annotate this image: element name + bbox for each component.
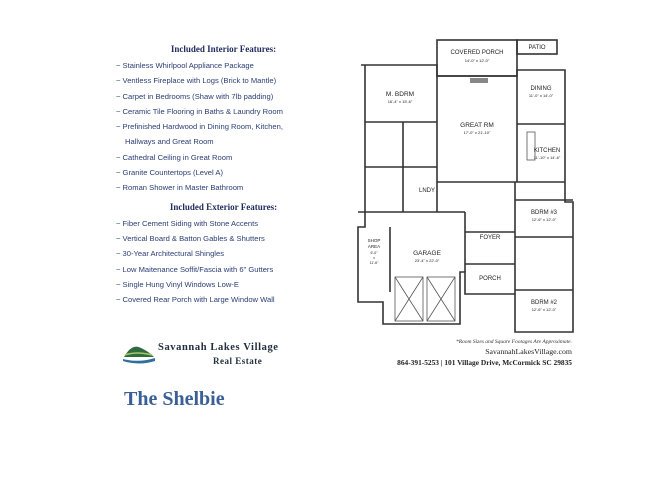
shop-dimension-width: 6'-0" xyxy=(370,251,378,255)
interior-features-list xyxy=(116,58,331,196)
interior-feature-item: Hallways and Great Room xyxy=(125,137,214,147)
mbdrm-label: M. BDRM xyxy=(385,91,415,98)
shop-dimension-depth: 11'-6" xyxy=(369,261,379,265)
garage-label: GARAGE xyxy=(413,250,441,257)
interior-feature-item: ~ Carpet in Bedrooms (Shaw with 7lb padding) xyxy=(116,91,274,101)
shop-dimension-x: x xyxy=(373,256,375,260)
porch-label: PORCH xyxy=(479,276,501,282)
covered-porch-dimensions: 14'-0" x 12'-0" xyxy=(464,58,490,63)
great-room-dimensions: 17'-0" x 21'-10" xyxy=(463,130,491,135)
plan-footer xyxy=(362,339,572,367)
shop-label: SHOP xyxy=(367,238,381,243)
lake-hill-icon xyxy=(122,340,156,368)
bdrm2-label: BDRM #2 xyxy=(530,300,558,306)
great-room-label: GREAT RM xyxy=(460,122,494,129)
house-name-title: The Shelbie xyxy=(124,388,225,410)
logo-subtitle: Real Estate xyxy=(213,356,263,366)
garage-dimensions: 23'-4" x 22'-0" xyxy=(414,258,440,263)
interior-feature-item: ~ Ventless Fireplace with Logs (Brick to Mantle) xyxy=(116,76,277,86)
foyer-label: FOYER xyxy=(479,235,501,241)
logo-name: Savannah Lakes Village xyxy=(158,342,279,353)
exterior-features-heading: Included Exterior Features: xyxy=(169,201,278,212)
floor-plan xyxy=(355,32,585,337)
garage-doors xyxy=(395,277,455,321)
bdrm3-label: BDRM #3 xyxy=(530,210,558,216)
shop-area-label: AREA xyxy=(367,244,381,249)
bdrm2-dimensions: 12'-6" x 12'-0" xyxy=(531,307,557,312)
interior-feature-item: ~ Roman Shower in Master Bathroom xyxy=(116,183,244,193)
kitchen-dimensions: 11'-10" x 14'-6" xyxy=(533,155,561,160)
contact-line: 864-391-5253 | 101 Village Drive, McCormick SC 29835 xyxy=(397,358,572,367)
kitchen-label: KITCHEN xyxy=(533,148,561,154)
interior-feature-item: ~ Cathedral Ceiling in Great Room xyxy=(116,152,233,162)
interior-feature-item: ~ Prefinished Hardwood in Dining Room, Kitchen, xyxy=(116,122,283,132)
exterior-feature-item: ~ Low Maitenance Soffit/Fascia with 6" Gutters xyxy=(116,264,274,274)
dining-dimensions: 11'-0" x 14'-0" xyxy=(528,93,554,98)
exterior-feature-item: ~ Covered Rear Porch with Large Window Wall xyxy=(116,295,275,305)
features-panel xyxy=(116,44,331,307)
exterior-feature-item: ~ Single Hung Vinyl Windows Low-E xyxy=(116,279,239,289)
approximate-note: *Room Sizes and Square Footages Are Approximate. xyxy=(455,339,572,345)
website-link[interactable]: SavannahLakesVillage.com xyxy=(485,347,572,356)
dining-label: DINING xyxy=(530,86,552,92)
interior-features-heading: Included Interior Features: xyxy=(170,44,277,54)
exterior-feature-item: ~ Vertical Board & Batton Gables & Shutters xyxy=(116,233,265,243)
covered-porch-label: COVERED PORCH xyxy=(450,50,504,56)
mbdrm-dimensions: 16'-4" x 15'-6" xyxy=(387,99,413,104)
patio-label: PATIO xyxy=(528,45,546,51)
fireplace-icon xyxy=(470,78,488,83)
exterior-features-list xyxy=(116,216,331,308)
interior-feature-item: ~ Ceramic Tile Flooring in Baths & Laundry Room xyxy=(116,106,283,116)
laundry-label: LNDY xyxy=(418,188,436,194)
interior-feature-item: ~ Stainless Whirlpool Appliance Package xyxy=(116,61,254,70)
savannah-lakes-logo xyxy=(122,338,362,378)
bdrm3-dimensions: 12'-6" x 12'-0" xyxy=(531,217,557,222)
exterior-feature-item: ~ 30-Year Architectural Shingles xyxy=(116,249,224,259)
exterior-feature-item: ~ Fiber Cement Siding with Stone Accents xyxy=(116,218,259,228)
interior-feature-item: ~ Granite Countertops (Level A) xyxy=(116,168,224,178)
